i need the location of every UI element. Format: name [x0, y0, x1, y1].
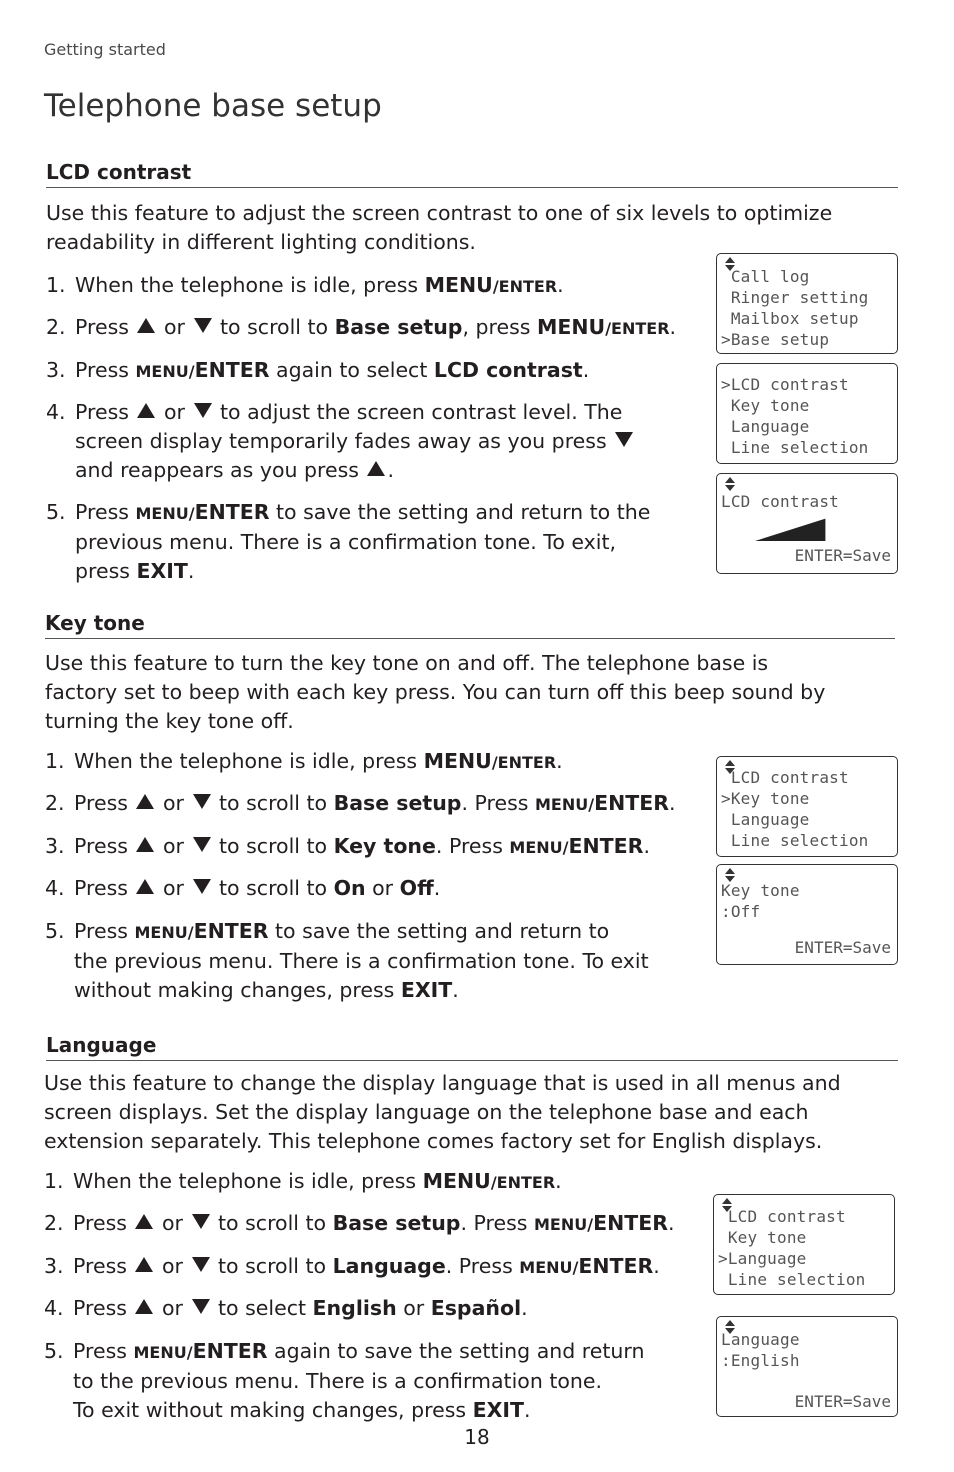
lcd-screen-base-setup: Call log Ringer setting Mailbox setup >Base setup	[716, 253, 898, 354]
language-step-1: 1. When the telephone is idle, press MENU/ENTER.	[44, 1169, 562, 1193]
up-arrow-icon	[135, 1257, 153, 1272]
up-arrow-icon	[136, 879, 154, 894]
key-tone-intro: Use this feature to turn the key tone on and off. The telephone base is factory set to beep with each key press. You can turn off this beep sound by turning the key tone off.	[45, 651, 826, 733]
lcd-screen-language-setting: Language :English ENTER=Save	[716, 1316, 898, 1417]
divider	[46, 187, 898, 188]
up-arrow-icon	[135, 1214, 153, 1229]
lcd-step-2: 2. Press or to scroll to Base setup, press MENU/ENTER.	[46, 315, 677, 339]
divider	[45, 638, 895, 639]
up-arrow-icon	[136, 794, 154, 809]
language-heading: Language	[46, 1033, 157, 1057]
lcd-step-4: 4. Press or to adjust the screen contrast level. The screen display temporarily fades away as you press and reappears as you press .	[46, 398, 716, 488]
down-arrow-icon	[193, 794, 211, 809]
lcd-screen-key-tone-menu: LCD contrast >Key tone Language Line selection	[716, 756, 898, 857]
down-arrow-icon	[192, 1299, 210, 1314]
language-step-4: 4. Press or to select English or Español.	[44, 1296, 528, 1320]
page-title: Telephone base setup	[44, 88, 382, 124]
down-arrow-icon	[615, 432, 633, 447]
key-tone-heading: Key tone	[45, 611, 145, 635]
lcd-contrast-intro: Use this feature to adjust the screen contrast to one of six levels to optimize readability in different lighting conditions.	[46, 201, 833, 254]
language-step-3: 3. Press or to scroll to Language. Press MENU/ENTER.	[44, 1254, 660, 1278]
key-step-5: 5. Press MENU/ENTER to save the setting and return to the previous menu. There is a confirmation tone. To exit without making changes, press EXIT.	[45, 919, 649, 1002]
contrast-level-bars	[755, 513, 843, 541]
lcd-screen-language-menu: LCD contrast Key tone >Language Line selection	[713, 1194, 895, 1295]
up-arrow-icon	[136, 837, 154, 852]
lcd-screen-contrast-level: LCD contrast ENTER=Save	[716, 473, 898, 574]
lcd-screen-key-tone-setting: Key tone :Off ENTER=Save	[716, 864, 898, 965]
up-arrow-icon	[137, 318, 155, 333]
down-arrow-icon	[193, 879, 211, 894]
lcd-step-1: 1. When the telephone is idle, press MENU/ENTER.	[46, 273, 564, 297]
lcd-screen-lcd-contrast-menu: >LCD contrast Key tone Language Line selection	[716, 363, 898, 464]
scroll-arrows-icon	[725, 477, 735, 491]
key-step-3: 3. Press or to scroll to Key tone. Press MENU/ENTER.	[45, 834, 650, 858]
up-arrow-icon	[367, 461, 385, 476]
page-number: 18	[464, 1425, 490, 1449]
down-arrow-icon	[192, 1257, 210, 1272]
up-arrow-icon	[135, 1299, 153, 1314]
scroll-arrows-icon	[725, 868, 735, 882]
down-arrow-icon	[192, 1214, 210, 1229]
lcd-contrast-heading: LCD contrast	[46, 160, 192, 184]
key-step-2: 2. Press or to scroll to Base setup. Press MENU/ENTER.	[45, 791, 676, 815]
divider	[46, 1060, 898, 1061]
language-step-2: 2. Press or to scroll to Base setup. Press MENU/ENTER.	[44, 1211, 675, 1235]
down-arrow-icon	[194, 403, 212, 418]
section-label: Getting started	[44, 40, 166, 59]
lcd-step-3: 3. Press MENU/ENTER again to select LCD contrast.	[46, 358, 590, 382]
up-arrow-icon	[137, 403, 155, 418]
key-step-1: 1. When the telephone is idle, press MENU/ENTER.	[45, 749, 563, 773]
down-arrow-icon	[193, 837, 211, 852]
key-step-4: 4. Press or to scroll to On or Off.	[45, 876, 441, 900]
language-intro: Use this feature to change the display language that is used in all menus and screen displays. Set the display language on the telephone base and each extension separately. This telephone comes factory set for English displays.	[44, 1071, 841, 1153]
down-arrow-icon	[194, 318, 212, 333]
language-step-5: 5. Press MENU/ENTER again to save the setting and return to the previous menu. There is a confirmation tone. To exit without making changes, press EXIT.	[44, 1339, 645, 1422]
lcd-step-5: 5. Press MENU/ENTER to save the setting and return to the previous menu. There is a confirmation tone. To exit, press EXIT.	[46, 500, 651, 583]
